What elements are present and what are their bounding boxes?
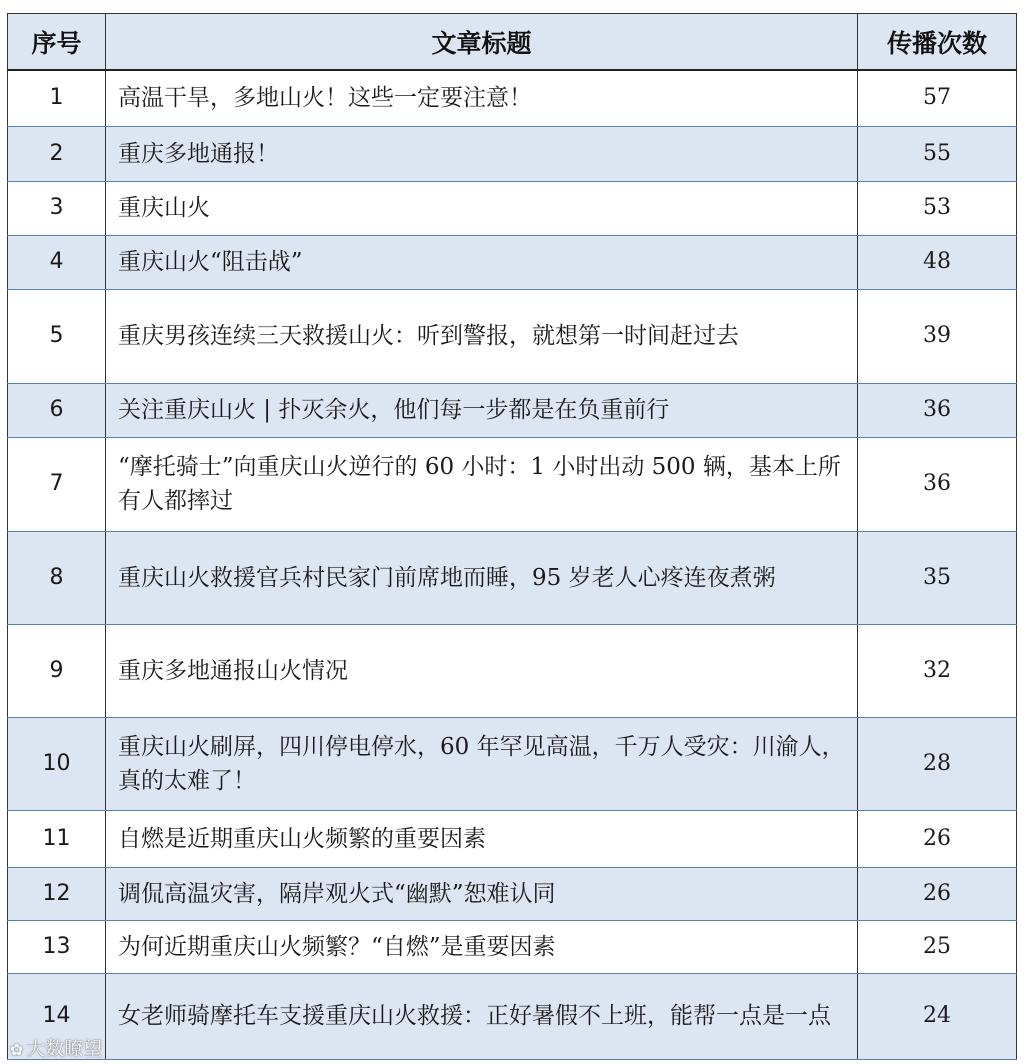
row-title: 重庆山火刷屏，四川停电停水，60 年罕见高温，千万人受灾：川渝人，真的太难了！ (106, 717, 858, 810)
row-title: 重庆多地通报！ (106, 126, 858, 181)
row-index: 4 (8, 235, 106, 289)
row-title: 高温干旱，多地山火！这些一定要注意！ (106, 70, 858, 126)
row-title: 女老师骑摩托车支援重庆山火救援：正好暑假不上班，能帮一点是一点 (106, 973, 858, 1059)
header-row (8, 14, 1017, 71)
watermark-text: 大数瞭望 (26, 1038, 103, 1060)
table-row (8, 531, 1017, 624)
watermark (10, 1034, 102, 1061)
table-row (8, 810, 1017, 867)
row-count: 36 (858, 437, 1017, 531)
table-row (8, 973, 1017, 1059)
row-title: 重庆男孩连续三天救援山火：听到警报，就想第一时间赶过去 (106, 289, 858, 383)
row-count: 25 (858, 920, 1017, 973)
row-index: 9 (8, 624, 106, 717)
row-index: 12 (8, 867, 106, 920)
table-row (8, 624, 1017, 717)
ranking-table (7, 13, 1017, 1060)
row-index: 1 (8, 70, 106, 126)
watermark-logo-icon: ✿ (10, 1040, 24, 1059)
header-title: 文章标题 (106, 14, 858, 71)
table-row (8, 383, 1017, 437)
table-row (8, 867, 1017, 920)
row-title: 关注重庆山火 | 扑灭余火，他们每一步都是在负重前行 (106, 383, 858, 437)
row-index: 5 (8, 289, 106, 383)
row-count: 53 (858, 181, 1017, 235)
table-row (8, 235, 1017, 289)
row-index: 13 (8, 920, 106, 973)
row-count: 39 (858, 289, 1017, 383)
row-count: 26 (858, 867, 1017, 920)
row-count: 35 (858, 531, 1017, 624)
header-index: 序号 (8, 14, 106, 71)
row-count: 36 (858, 383, 1017, 437)
row-count: 32 (858, 624, 1017, 717)
row-count: 57 (858, 70, 1017, 126)
row-index: 7 (8, 437, 106, 531)
table-row (8, 181, 1017, 235)
table-row (8, 437, 1017, 531)
row-index: 10 (8, 717, 106, 810)
header-count: 传播次数 (858, 14, 1017, 71)
row-count: 55 (858, 126, 1017, 181)
row-title: 重庆山火“阻击战” (106, 235, 858, 289)
row-title: 调侃高温灾害，隔岸观火式“幽默”恕难认同 (106, 867, 858, 920)
row-index: 11 (8, 810, 106, 867)
row-index: 8 (8, 531, 106, 624)
row-count: 28 (858, 717, 1017, 810)
row-title: 自燃是近期重庆山火频繁的重要因素 (106, 810, 858, 867)
row-index: 2 (8, 126, 106, 181)
row-index: 14 (8, 973, 106, 1059)
row-title: “摩托骑士”向重庆山火逆行的 60 小时：1 小时出动 500 辆，基本上所有人都摔过 (106, 437, 858, 531)
row-title: 重庆多地通报山火情况 (106, 624, 858, 717)
row-index: 3 (8, 181, 106, 235)
table-row (8, 717, 1017, 810)
row-count: 48 (858, 235, 1017, 289)
row-count: 24 (858, 973, 1017, 1059)
table-row (8, 70, 1017, 126)
row-title: 重庆山火 (106, 181, 858, 235)
table-row (8, 920, 1017, 973)
row-title: 为何近期重庆山火频繁？“自燃”是重要因素 (106, 920, 858, 973)
table-row (8, 126, 1017, 181)
row-title: 重庆山火救援官兵村民家门前席地而睡，95 岁老人心疼连夜煮粥 (106, 531, 858, 624)
table-row (8, 289, 1017, 383)
row-count: 26 (858, 810, 1017, 867)
row-index: 6 (8, 383, 106, 437)
